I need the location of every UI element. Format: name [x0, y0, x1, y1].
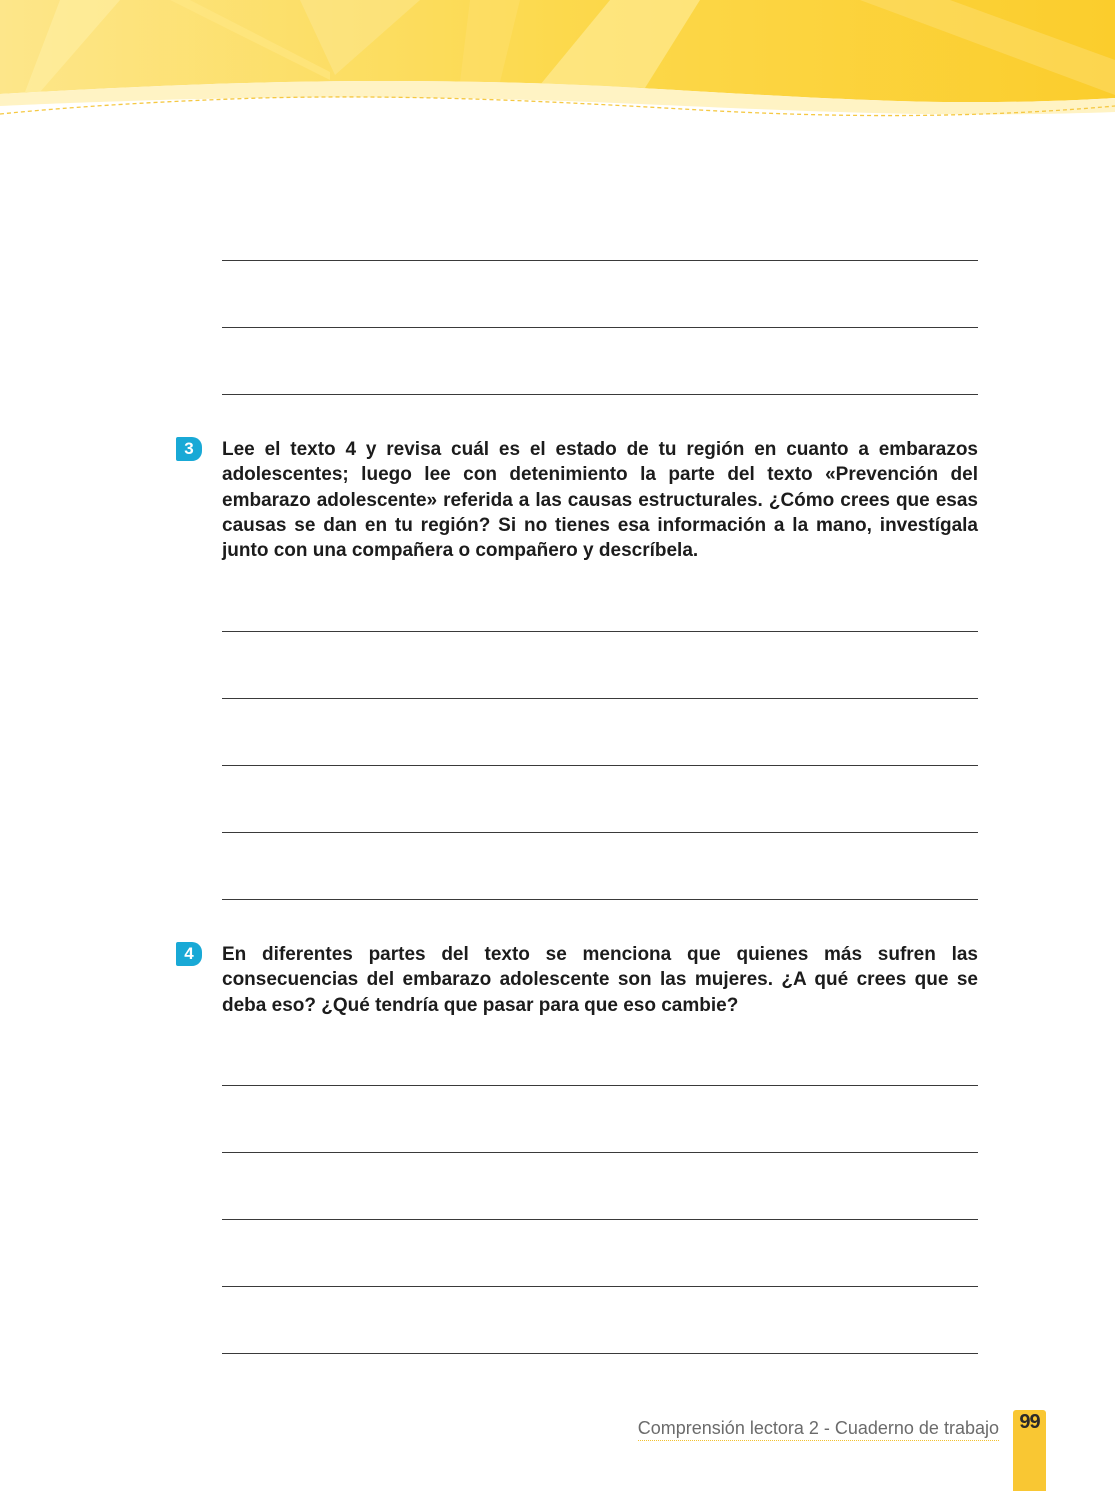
answer-line[interactable]: [222, 327, 978, 328]
answer-line[interactable]: [222, 698, 978, 699]
answer-line[interactable]: [222, 899, 978, 900]
answer-line[interactable]: [222, 1219, 978, 1220]
answer-line[interactable]: [222, 394, 978, 395]
answer-line[interactable]: [222, 832, 978, 833]
question-text: Lee el texto 4 y revisa cuál es el estado de tu región en cuanto a embarazos adolescentes; luego lee con detenimiento la parte del texto «Prevención del embarazo adolescente» referida a las causas estructurales. ¿Cómo crees que esas causas se dan en tu región? Si no tienes esa información a la mano, investígala junto con una compañera o compañero y descríbela.: [222, 439, 978, 562]
answer-line[interactable]: [222, 631, 978, 632]
page-number-tab: [1013, 1410, 1046, 1491]
answer-line[interactable]: [222, 1085, 978, 1086]
answer-line[interactable]: [222, 1353, 978, 1354]
answer-line[interactable]: [222, 1152, 978, 1153]
question-text: En diferentes partes del texto se menciona que quienes más sufren las consecuencias del embarazo adolescente son las mujeres. ¿A qué crees que se deba eso? ¿Qué tendría que pasar para que eso cambie?: [222, 944, 978, 1016]
book-title-footer: Comprensión lectora 2 - Cuaderno de trabajo: [638, 1418, 999, 1441]
question-number-badge: 3: [176, 437, 202, 461]
page-number: 99: [1019, 1411, 1040, 1433]
answer-line[interactable]: [222, 260, 978, 261]
question-number-badge: 4: [176, 942, 202, 966]
answer-line[interactable]: [222, 1286, 978, 1287]
answer-line[interactable]: [222, 765, 978, 766]
header-banner: [0, 0, 1115, 125]
